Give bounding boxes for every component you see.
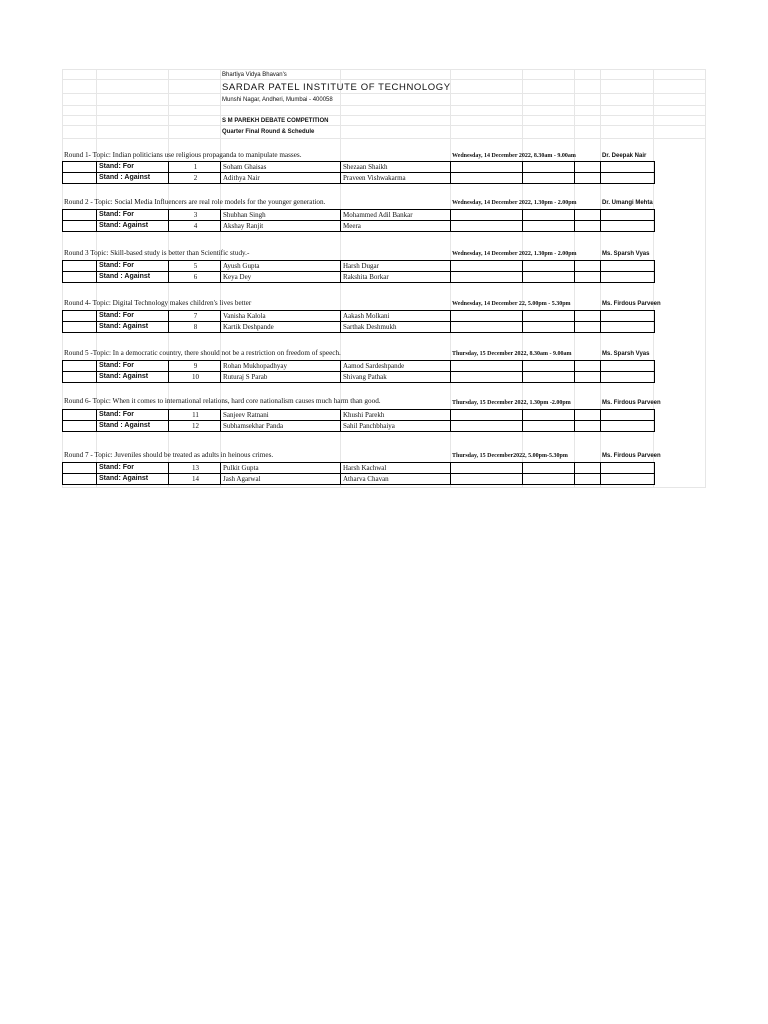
schedule-title: Quarter Final Round & Schedule bbox=[222, 129, 315, 135]
empty-cell bbox=[601, 361, 655, 372]
empty-cell bbox=[63, 361, 97, 372]
empty-cell bbox=[523, 221, 575, 232]
speaker-2: Khushi Parekh bbox=[341, 410, 451, 421]
speaker-1: Sanjeev Ratnani bbox=[221, 410, 341, 421]
round-judge: Ms. Firdous Parveen bbox=[602, 400, 661, 406]
stand-cell: Stand: For bbox=[97, 261, 169, 272]
empty-cell bbox=[523, 261, 575, 272]
stand-cell: Stand: For bbox=[97, 410, 169, 421]
team-number: 6 bbox=[169, 272, 221, 283]
empty-cell bbox=[451, 463, 523, 474]
empty-cell bbox=[601, 221, 655, 232]
empty-cell bbox=[451, 322, 523, 333]
round-table bbox=[62, 409, 655, 432]
round-table bbox=[62, 462, 655, 485]
speaker-1: Adithya Nair bbox=[221, 173, 341, 184]
stand-cell: Stand: For bbox=[97, 463, 169, 474]
speaker-2: Harsh Kachwal bbox=[341, 463, 451, 474]
team-number: 8 bbox=[169, 322, 221, 333]
gridline bbox=[62, 487, 706, 488]
round-judge: Ms. Firdous Parveen bbox=[602, 301, 661, 307]
speaker-2: Meera bbox=[341, 221, 451, 232]
round-title: Round 7 - Topic: Juveniles should be treated as adults in heinous crimes. bbox=[64, 451, 274, 459]
institute-name: SARDAR PATEL INSTITUTE OF TECHNOLOGY bbox=[222, 82, 451, 93]
stand-cell: Stand: For bbox=[97, 311, 169, 322]
round-datetime: Thursday, 15 December 2022, 8.30am - 9.00am bbox=[452, 351, 572, 357]
empty-cell bbox=[575, 261, 601, 272]
competition-title: S M PAREKH DEBATE COMPETITION bbox=[222, 118, 329, 124]
gridline bbox=[705, 69, 706, 488]
empty-cell bbox=[575, 173, 601, 184]
stand-cell: Stand : Against bbox=[97, 173, 169, 184]
empty-cell bbox=[63, 474, 97, 485]
empty-cell bbox=[601, 261, 655, 272]
speaker-2: Sarthak Deshmukh bbox=[341, 322, 451, 333]
round-title: Round 4- Topic: Digital Technology makes children's lives better bbox=[64, 299, 252, 307]
empty-cell bbox=[523, 421, 575, 432]
empty-cell bbox=[451, 372, 523, 383]
stand-cell: Stand: For bbox=[97, 210, 169, 221]
gridline bbox=[62, 93, 706, 94]
empty-cell bbox=[575, 272, 601, 283]
table-row bbox=[63, 221, 655, 232]
empty-cell bbox=[451, 474, 523, 485]
team-number: 12 bbox=[169, 421, 221, 432]
team-number: 13 bbox=[169, 463, 221, 474]
empty-cell bbox=[63, 221, 97, 232]
round-judge: Dr. Umangi Mehta bbox=[602, 200, 653, 206]
speaker-1: Kartik Deshpande bbox=[221, 322, 341, 333]
speaker-1: Rohan Mukhopadhyay bbox=[221, 361, 341, 372]
table-row bbox=[63, 173, 655, 184]
round-title: Round 1- Topic: Indian politicians use religious propaganda to manipulate masses. bbox=[64, 151, 302, 159]
team-number: 1 bbox=[169, 162, 221, 173]
round-title: Round 5 -Topic: In a democratic country, there should not be a restriction on freedom of speech. bbox=[64, 349, 341, 357]
gridline bbox=[62, 115, 706, 116]
empty-cell bbox=[451, 173, 523, 184]
empty-cell bbox=[523, 311, 575, 322]
gridline bbox=[62, 125, 706, 126]
trust-name: Bhartiya Vidya Bhavan's bbox=[222, 72, 287, 78]
gridline bbox=[62, 105, 706, 106]
round-table bbox=[62, 161, 655, 184]
empty-cell bbox=[523, 372, 575, 383]
round-title: Round 3 Topic: Skill-based study is better than Scientific study.- bbox=[64, 249, 250, 257]
empty-cell bbox=[523, 322, 575, 333]
gridline bbox=[62, 79, 706, 80]
speaker-2: Aamod Sardeshpande bbox=[341, 361, 451, 372]
gridline bbox=[62, 69, 706, 70]
stand-cell: Stand: Against bbox=[97, 372, 169, 383]
empty-cell bbox=[63, 162, 97, 173]
round-judge: Dr. Deepak Nair bbox=[602, 153, 647, 159]
speaker-2: Sahil Panchbhaiya bbox=[341, 421, 451, 432]
empty-cell bbox=[451, 361, 523, 372]
empty-cell bbox=[601, 322, 655, 333]
empty-cell bbox=[575, 410, 601, 421]
round-title: Round 2 - Topic: Social Media Influencers are real role models for the younger generation. bbox=[64, 198, 326, 206]
empty-cell bbox=[523, 474, 575, 485]
empty-cell bbox=[63, 421, 97, 432]
round-table bbox=[62, 209, 655, 232]
speaker-1: Subhamsekhar Panda bbox=[221, 421, 341, 432]
speaker-1: Keya Dey bbox=[221, 272, 341, 283]
empty-cell bbox=[523, 463, 575, 474]
table-row bbox=[63, 261, 655, 272]
speaker-1: Vanisha Kalola bbox=[221, 311, 341, 322]
empty-cell bbox=[63, 372, 97, 383]
stand-cell: Stand : Against bbox=[97, 272, 169, 283]
empty-cell bbox=[451, 261, 523, 272]
empty-cell bbox=[575, 322, 601, 333]
empty-cell bbox=[575, 421, 601, 432]
team-number: 14 bbox=[169, 474, 221, 485]
round-judge: Ms. Sparsh Vyas bbox=[602, 251, 650, 257]
empty-cell bbox=[601, 272, 655, 283]
empty-cell bbox=[63, 261, 97, 272]
table-row bbox=[63, 361, 655, 372]
round-table bbox=[62, 360, 655, 383]
round-title: Round 6- Topic: When it comes to international relations, hard core nationalism causes much harm than good. bbox=[64, 397, 381, 405]
empty-cell bbox=[63, 322, 97, 333]
table-row bbox=[63, 322, 655, 333]
speaker-2: Shezaan Shaikh bbox=[341, 162, 451, 173]
empty-cell bbox=[63, 311, 97, 322]
empty-cell bbox=[575, 311, 601, 322]
stand-cell: Stand: Against bbox=[97, 221, 169, 232]
empty-cell bbox=[601, 372, 655, 383]
empty-cell bbox=[63, 173, 97, 184]
empty-cell bbox=[575, 221, 601, 232]
table-row bbox=[63, 272, 655, 283]
round-datetime: Thursday, 15 December 2022, 1.30pm -2.00pm bbox=[452, 400, 571, 406]
speaker-2: Harsh Dugar bbox=[341, 261, 451, 272]
empty-cell bbox=[601, 410, 655, 421]
team-number: 3 bbox=[169, 210, 221, 221]
round-datetime: Wednesday, 14 December 2022, 1.30pm - 2.00pm bbox=[452, 200, 577, 206]
round-datetime: Wednesday, 14 December 2022, 8.30am - 9.00am bbox=[452, 153, 576, 159]
empty-cell bbox=[601, 162, 655, 173]
empty-cell bbox=[601, 474, 655, 485]
speaker-2: Aakash Molkani bbox=[341, 311, 451, 322]
speaker-1: Shubhan Singh bbox=[221, 210, 341, 221]
stand-cell: Stand : Against bbox=[97, 421, 169, 432]
empty-cell bbox=[63, 463, 97, 474]
institute-address: Munshi Nagar, Andheri, Mumbai - 400058 bbox=[222, 97, 333, 103]
speaker-2: Praveen Vishwakarma bbox=[341, 173, 451, 184]
round-datetime: Wednesday, 14 December 2022, 1.30pm - 2.00pm bbox=[452, 251, 577, 257]
empty-cell bbox=[451, 311, 523, 322]
empty-cell bbox=[451, 410, 523, 421]
empty-cell bbox=[63, 272, 97, 283]
speaker-1: Ruturaj S Parab bbox=[221, 372, 341, 383]
empty-cell bbox=[451, 210, 523, 221]
empty-cell bbox=[451, 162, 523, 173]
speaker-2: Rakshita Borkar bbox=[341, 272, 451, 283]
spreadsheet-page bbox=[62, 69, 706, 488]
table-row bbox=[63, 372, 655, 383]
empty-cell bbox=[601, 311, 655, 322]
table-row bbox=[63, 311, 655, 322]
empty-cell bbox=[575, 210, 601, 221]
empty-cell bbox=[523, 410, 575, 421]
empty-cell bbox=[523, 210, 575, 221]
team-number: 2 bbox=[169, 173, 221, 184]
speaker-1: Soham Ghaisas bbox=[221, 162, 341, 173]
empty-cell bbox=[575, 372, 601, 383]
speaker-2: Shivang Pathak bbox=[341, 372, 451, 383]
round-judge: Ms. Firdous Parveen bbox=[602, 453, 661, 459]
stand-cell: Stand: For bbox=[97, 361, 169, 372]
gridline bbox=[62, 138, 706, 139]
empty-cell bbox=[451, 421, 523, 432]
empty-cell bbox=[523, 173, 575, 184]
empty-cell bbox=[63, 210, 97, 221]
table-row bbox=[63, 210, 655, 221]
empty-cell bbox=[451, 272, 523, 283]
empty-cell bbox=[523, 272, 575, 283]
empty-cell bbox=[575, 361, 601, 372]
empty-cell bbox=[523, 361, 575, 372]
empty-cell bbox=[523, 162, 575, 173]
stand-cell: Stand: For bbox=[97, 162, 169, 173]
team-number: 5 bbox=[169, 261, 221, 272]
empty-cell bbox=[63, 410, 97, 421]
speaker-1: Jash Agarwal bbox=[221, 474, 341, 485]
speaker-1: Akshay Ranjit bbox=[221, 221, 341, 232]
empty-cell bbox=[601, 210, 655, 221]
speaker-1: Ayush Gupta bbox=[221, 261, 341, 272]
empty-cell bbox=[601, 463, 655, 474]
stand-cell: Stand: Against bbox=[97, 474, 169, 485]
speaker-2: Mohammed Adil Bankar bbox=[341, 210, 451, 221]
stand-cell: Stand: Against bbox=[97, 322, 169, 333]
team-number: 10 bbox=[169, 372, 221, 383]
round-datetime: Wednesday, 14 December 22, 5.00pm - 5.30pm bbox=[452, 301, 571, 307]
empty-cell bbox=[451, 221, 523, 232]
round-judge: Ms. Sparsh Vyas bbox=[602, 351, 650, 357]
round-datetime: Thursday, 15 December2022, 5.00pm-5.30pm bbox=[452, 453, 568, 459]
table-row bbox=[63, 410, 655, 421]
empty-cell bbox=[601, 173, 655, 184]
speaker-2: Atharva Chavan bbox=[341, 474, 451, 485]
empty-cell bbox=[601, 421, 655, 432]
round-table bbox=[62, 310, 655, 333]
table-row bbox=[63, 463, 655, 474]
team-number: 11 bbox=[169, 410, 221, 421]
table-row bbox=[63, 162, 655, 173]
empty-cell bbox=[575, 474, 601, 485]
speaker-1: Pulkit Gupta bbox=[221, 463, 341, 474]
team-number: 9 bbox=[169, 361, 221, 372]
table-row bbox=[63, 421, 655, 432]
round-table bbox=[62, 260, 655, 283]
team-number: 7 bbox=[169, 311, 221, 322]
empty-cell bbox=[575, 463, 601, 474]
table-row bbox=[63, 474, 655, 485]
team-number: 4 bbox=[169, 221, 221, 232]
empty-cell bbox=[575, 162, 601, 173]
